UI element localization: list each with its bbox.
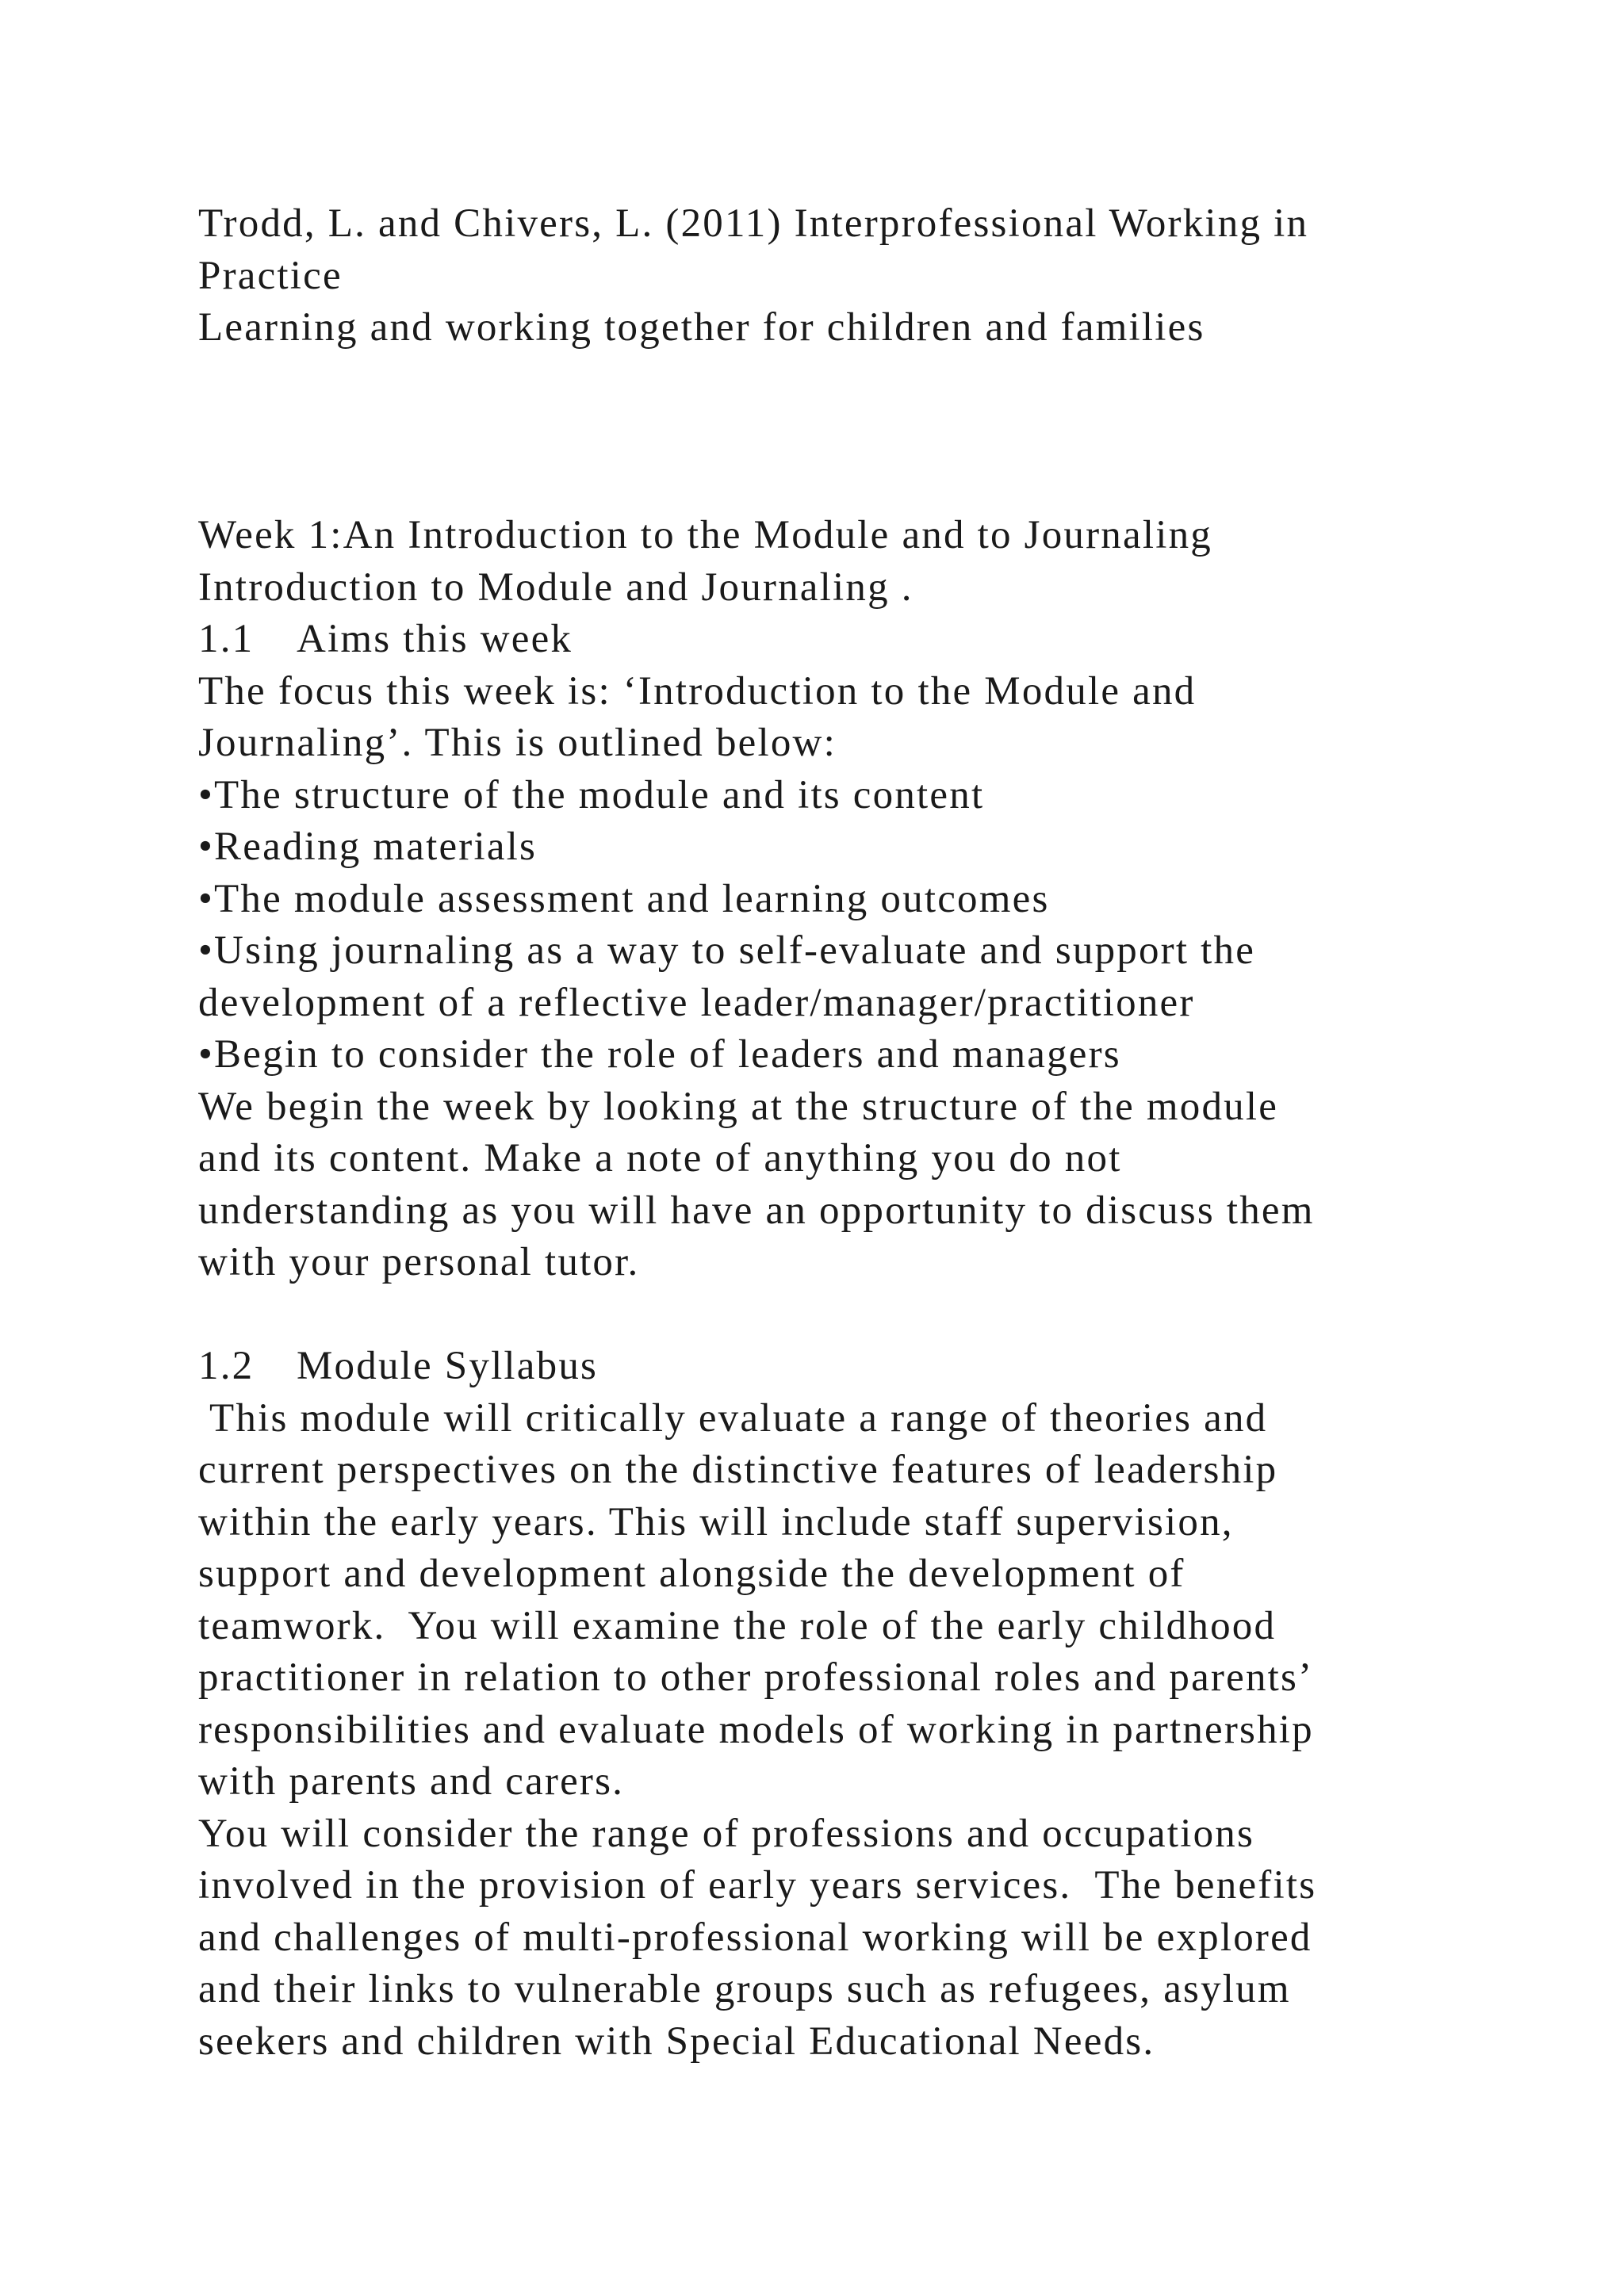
bullet-item: •Begin to consider the role of leaders and managers [198, 1032, 1121, 1077]
bullet-item-continued: development of a reflective leader/manager/practitioner [198, 980, 1195, 1025]
citation-line-3: Learning and working together for children and families [198, 305, 1205, 350]
section-number: 1.1 [198, 617, 255, 661]
paragraph-line: responsibilities and evaluate models of working in partnership [198, 1707, 1314, 1752]
section-title: Aims this week [297, 617, 573, 661]
spacer [198, 354, 1435, 407]
paragraph-line: This module will critically evaluate a range of theories and [198, 1395, 1268, 1441]
citation-line-1: Trodd, L. and Chivers, L. (2011) Interprofessional Working in [198, 201, 1309, 246]
paragraph-line: teamwork. You will examine the role of the early childhood [198, 1603, 1277, 1648]
citation-line-2: Practice [198, 253, 343, 298]
paragraph-line: You will consider the range of professions and occupations [198, 1811, 1255, 1856]
bullet-item: •Using journaling as a way to self-evaluate and support the [198, 928, 1256, 973]
bullet-item: •The structure of the module and its content [198, 772, 985, 817]
bullet-item: •Reading materials [198, 825, 538, 869]
paragraph-line: and challenges of multi-professional working will be explored [198, 1915, 1312, 1960]
intro-line: The focus this week is: ‘Introduction to the Module and [198, 668, 1197, 714]
week-subtitle: Introduction to Module and Journaling . [198, 564, 914, 610]
paragraph-line: support and development alongside the development of [198, 1552, 1185, 1596]
spacer [198, 1289, 1435, 1341]
paragraph-line: understanding as you will have an opportunity to discuss them [198, 1188, 1315, 1233]
bullet-item: •The module assessment and learning outcomes [198, 876, 1050, 921]
spacer [198, 406, 1435, 458]
section-number: 1.2 [198, 1344, 255, 1388]
paragraph-line: seekers and children with Special Educational Needs. [198, 2019, 1155, 2064]
paragraph-line: with parents and carers. [198, 1759, 625, 1804]
paragraph-line: practitioner in relation to other professional roles and parents’ [198, 1655, 1314, 1700]
section-title: Module Syllabus [297, 1344, 599, 1388]
intro-line: Journaling’. This is outlined below: [198, 721, 837, 765]
section-heading-1-1 [198, 614, 1435, 666]
paragraph-line: and its content. Make a note of anything you do not [198, 1136, 1122, 1181]
paragraph-line: involved in the provision of early years services. The benefits [198, 1863, 1317, 1908]
spacer [198, 458, 1435, 511]
document-body [198, 198, 1435, 2068]
paragraph-line: with your personal tutor. [198, 1240, 640, 1284]
section-heading-1-2 [198, 1341, 1435, 1393]
paragraph-line: We begin the week by looking at the structure of the module [198, 1084, 1279, 1129]
paragraph-line: current perspectives on the distinctive features of leadership [198, 1448, 1278, 1492]
week-title: Week 1:An Introduction to the Module and to Journaling [198, 513, 1212, 557]
paragraph-line: within the early years. This will include staff supervision, [198, 1499, 1234, 1544]
paragraph-line: and their links to vulnerable groups such as refugees, asylum [198, 1967, 1291, 2011]
